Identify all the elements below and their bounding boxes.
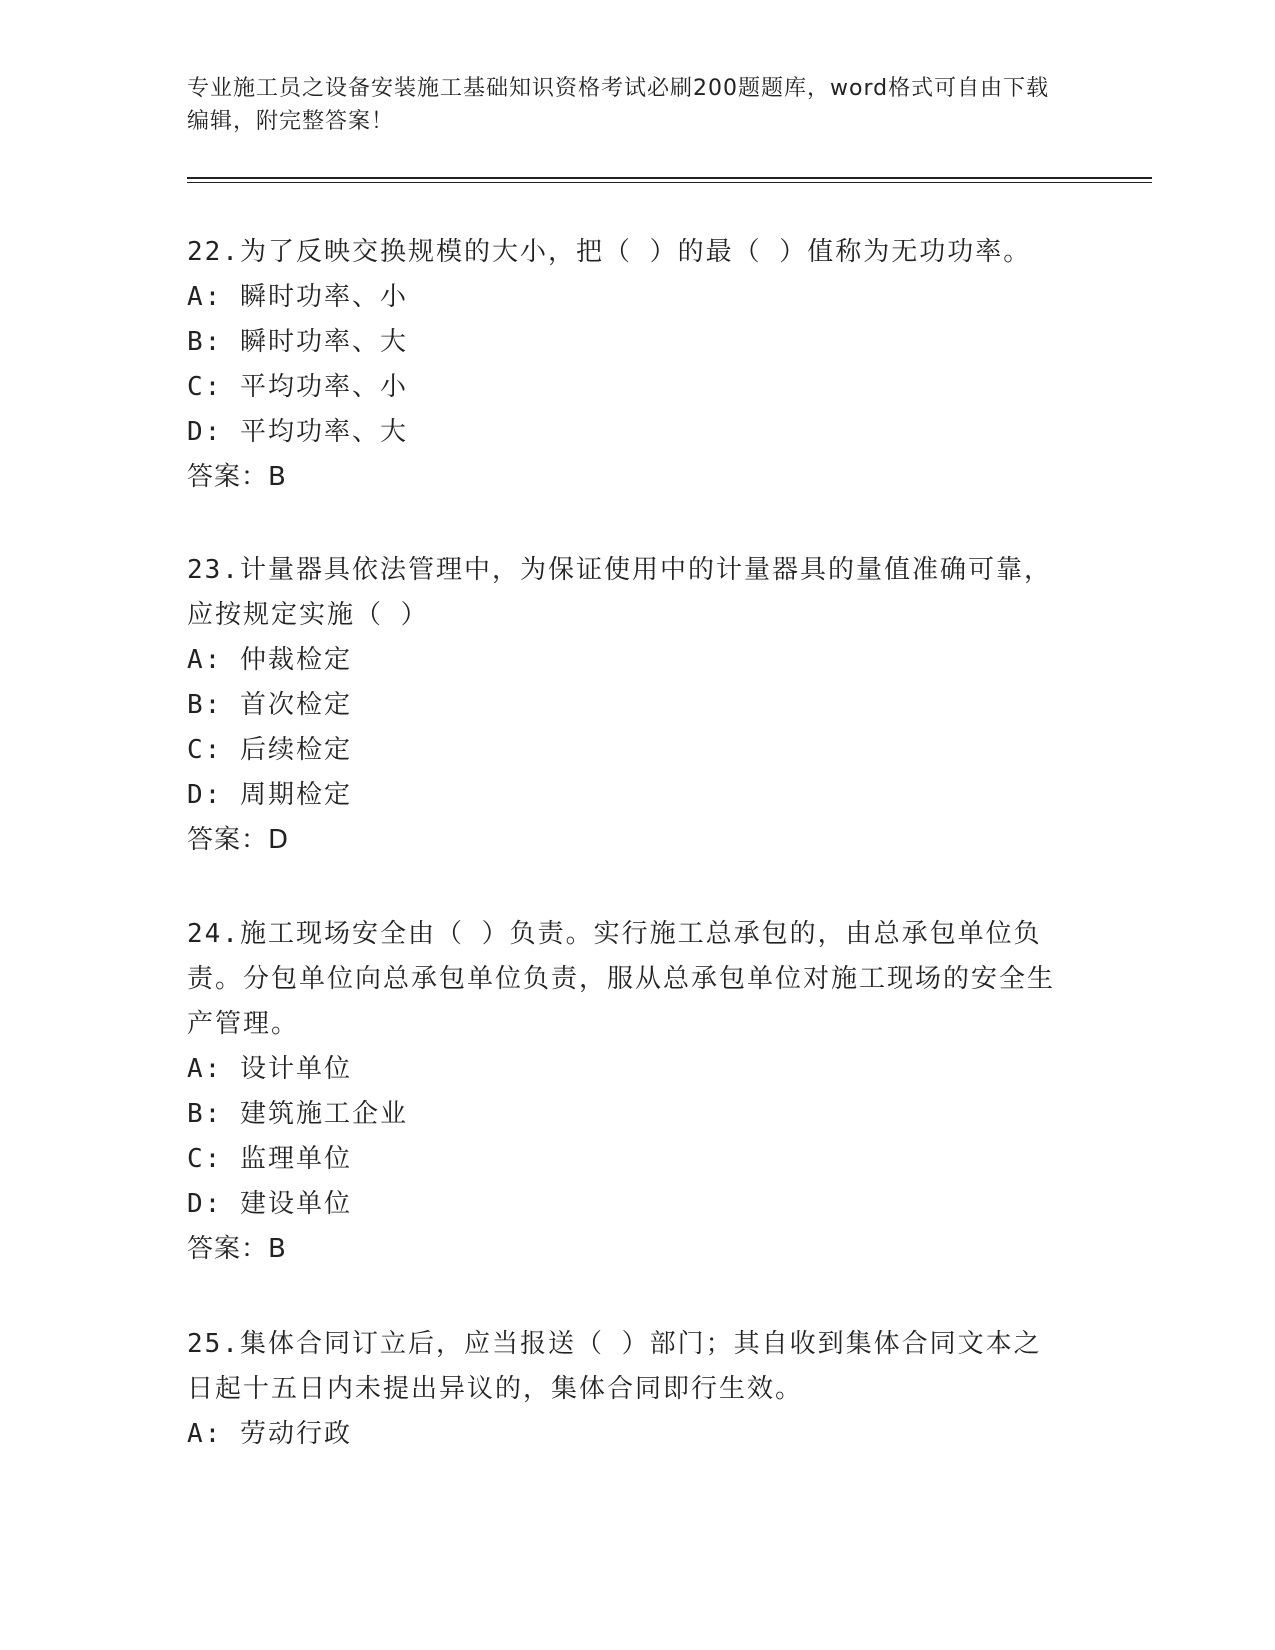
option-text: 后续检定 <box>239 735 352 765</box>
option-text: 瞬时功率、大 <box>239 327 408 357</box>
option-key: C: <box>187 1144 223 1174</box>
question-24 <box>187 912 1067 1272</box>
option-text: 周期检定 <box>239 780 352 810</box>
option-a <box>187 1047 1067 1092</box>
option-a <box>187 1412 1067 1457</box>
option-key: C: <box>187 372 223 402</box>
option-key: B: <box>187 327 223 357</box>
header-rule-thin <box>187 182 1152 183</box>
option-key: C: <box>187 735 223 765</box>
option-key: D: <box>187 780 223 810</box>
option-key: A: <box>187 282 223 312</box>
option-text: 仲裁检定 <box>239 645 352 675</box>
option-text: 劳动行政 <box>239 1419 352 1449</box>
option-key: D: <box>187 1189 223 1219</box>
option-d <box>187 1182 1067 1227</box>
question-text: 23.计量器具依法管理中，为保证使用中的计量器具的量值准确可靠，应按规定实施（ ） <box>187 555 1052 630</box>
question-text: 25.集体合同订立后，应当报送（ ）部门；其自收到集体合同文本之日起十五日内未提出异议的，集体合同即行生效。 <box>187 1329 1042 1404</box>
option-text: 平均功率、小 <box>239 372 408 402</box>
option-a <box>187 638 1067 683</box>
header-rule-thick <box>187 177 1152 179</box>
option-d <box>187 773 1067 818</box>
option-c <box>187 1137 1067 1182</box>
option-text: 设计单位 <box>239 1054 352 1084</box>
question-text: 24.施工现场安全由（ ）负责。实行施工总承包的，由总承包单位负责。分包单位向总承包单位负责，服从总承包单位对施工现场的安全生产管理。 <box>187 919 1056 1039</box>
option-text: 瞬时功率、小 <box>239 282 408 312</box>
option-b <box>187 320 1067 365</box>
option-c <box>187 728 1067 773</box>
option-a <box>187 275 1067 320</box>
option-text: 建筑施工企业 <box>239 1099 408 1129</box>
option-d <box>187 410 1067 455</box>
option-key: A: <box>187 1419 223 1449</box>
option-text: 首次检定 <box>239 690 352 720</box>
option-key: A: <box>187 1054 223 1084</box>
answer: 答案：B <box>187 1234 287 1264</box>
question-22 <box>187 230 1067 500</box>
question-23 <box>187 548 1067 863</box>
option-key: D: <box>187 417 223 447</box>
option-key: B: <box>187 1099 223 1129</box>
option-b <box>187 683 1067 728</box>
answer: 答案：D <box>187 825 290 855</box>
option-text: 平均功率、大 <box>239 417 408 447</box>
question-text: 22.为了反映交换规模的大小，把（ ）的最（ ）值称为无功功率。 <box>187 237 1032 267</box>
option-b <box>187 1092 1067 1137</box>
answer: 答案：B <box>187 462 287 492</box>
option-text: 监理单位 <box>239 1144 352 1174</box>
option-c <box>187 365 1067 410</box>
option-text: 建设单位 <box>239 1189 352 1219</box>
option-key: B: <box>187 690 223 720</box>
document-header: 专业施工员之设备安装施工基础知识资格考试必刷200题题库，word格式可自由下载编辑，附完整答案！ <box>187 76 1050 134</box>
question-25 <box>187 1322 1067 1457</box>
option-key: A: <box>187 645 223 675</box>
